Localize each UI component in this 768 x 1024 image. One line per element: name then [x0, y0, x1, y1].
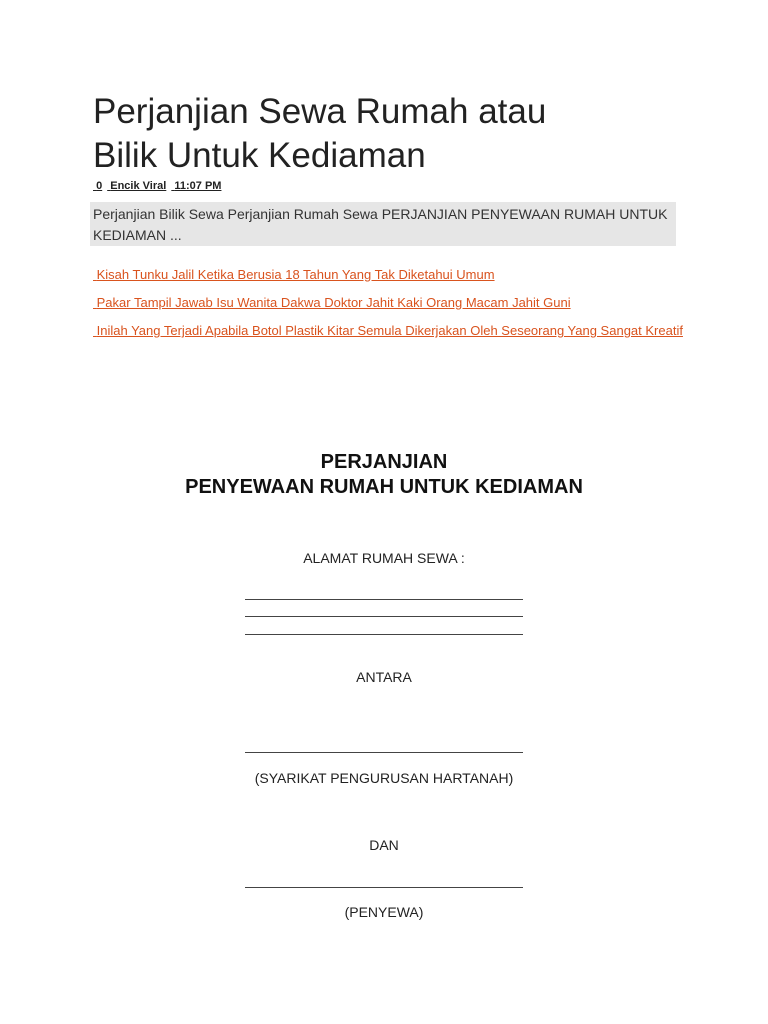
post-title-line-2: Bilik Untuk Kediaman	[93, 136, 426, 175]
agreement-heading-line-2: PENYEWAAN RUMAH UNTUK KEDIAMAN	[185, 476, 583, 498]
between-text: ANTARA	[356, 669, 412, 685]
party2-blank-line	[245, 887, 523, 888]
post-time-link[interactable]: 11:07 PM	[174, 180, 222, 192]
author-link[interactable]: Encik Viral	[110, 180, 167, 192]
comment-count-link[interactable]: 0	[96, 180, 103, 192]
related-link-1[interactable]: Kisah Tunku Jalil Ketika Berusia 18 Tahun Yang Tak Diketahui Umum	[96, 267, 495, 282]
post-meta	[93, 180, 221, 192]
post-title	[93, 90, 693, 178]
post-title-line-1: Perjanjian Sewa Rumah atau	[93, 92, 547, 131]
address-blank-line-3	[245, 634, 523, 635]
related-link-2[interactable]: Pakar Tampil Jawab Isu Wanita Dakwa Doktor Jahit Kaki Orang Macam Jahit Guni	[96, 295, 571, 310]
agreement-heading-line-1: PERJANJIAN	[320, 451, 448, 473]
agreement-heading	[0, 450, 768, 500]
related-link-3[interactable]: Inilah Yang Terjadi Apabila Botol Plastik Kitar Semula Dikerjakan Oleh Seseorang Yang Sangat Kreatif	[96, 323, 683, 338]
and-text: DAN	[369, 837, 399, 853]
address-label: ALAMAT RUMAH SEWA :	[303, 550, 465, 566]
address-blank-line-2	[245, 616, 523, 617]
party1-label: (SYARIKAT PENGURUSAN HARTANAH)	[254, 770, 514, 786]
address-blank-line-1	[245, 599, 523, 600]
post-excerpt: Perjanjian Bilik Sewa Perjanjian Rumah Sewa PERJANJIAN PENYEWAAN RUMAH UNTUK KEDIAMAN ...	[90, 202, 676, 246]
party1-blank-line	[245, 752, 523, 753]
party2-label: (PENYEWA)	[344, 904, 424, 920]
related-links	[93, 265, 683, 349]
